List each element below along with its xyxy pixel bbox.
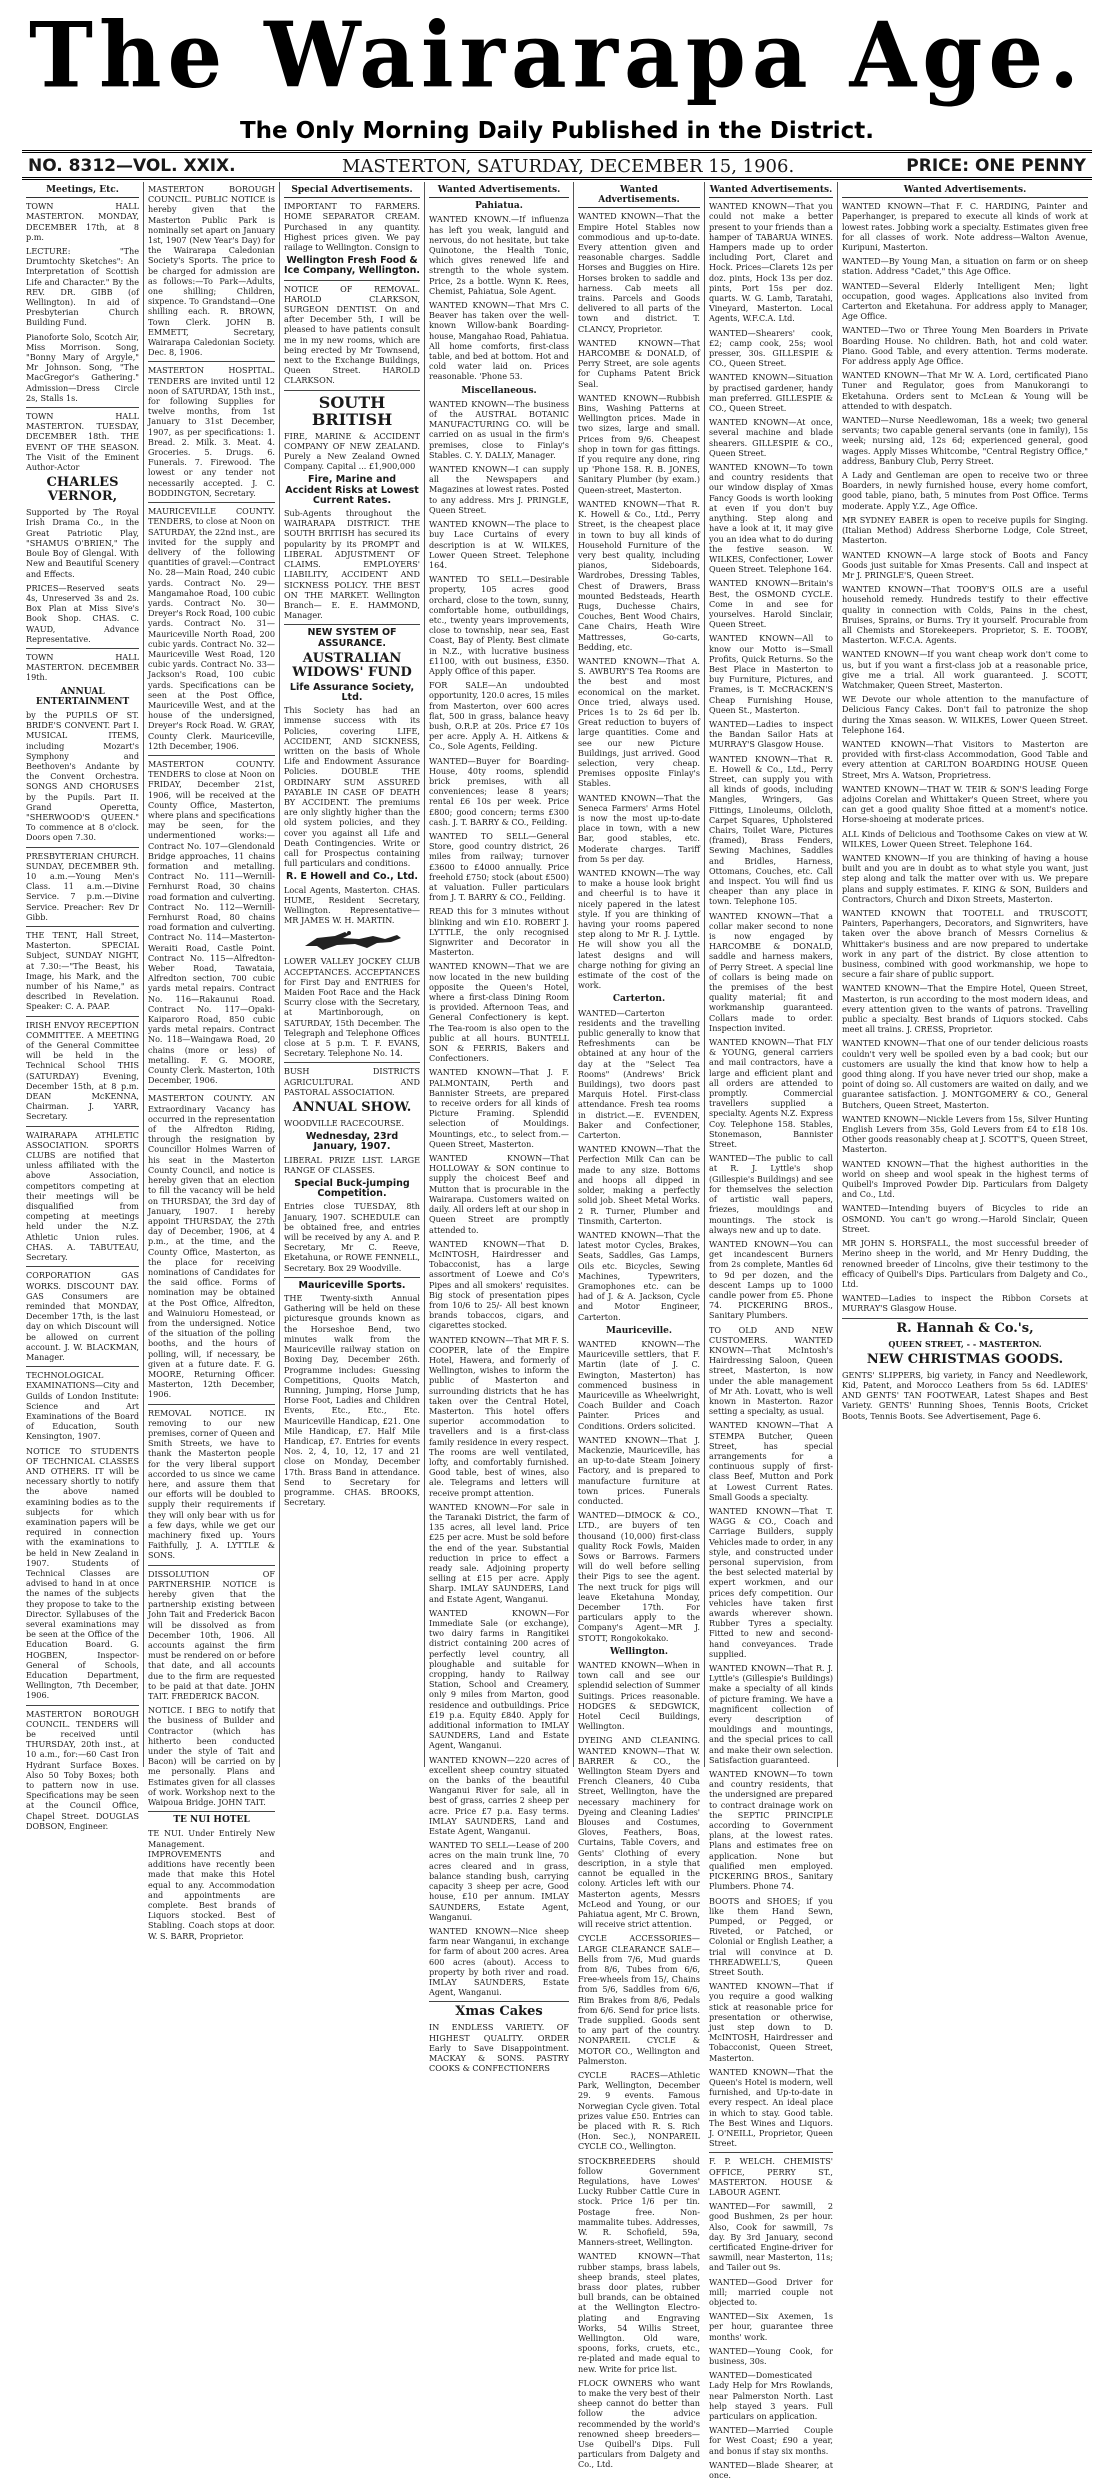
divider xyxy=(709,2152,833,2153)
ad-item: WANTED—For sawmill, 2 good Bushmen, 2s per hour. Also, Cook for sawmill, 7s day. By 3rd January, second certificated Engine-driver for sawmill, near Masterton, 11s; and Tailer out 9s. xyxy=(709,2201,833,2273)
divider xyxy=(148,1404,275,1405)
ad-item: WANTED KNOWN—Britain's Best, the OSMOND CYCLE. Come in and see for yourselves. Harold Sinclair, Queen Street. xyxy=(709,578,833,630)
ad-item: WANTED—The public to call at R. J. Lyttle's shop (Gillespie's Buildings) and see for themselves the selection of artistic wall papers, friezes, mouldings and mountings. The stock is always new and up to date. xyxy=(709,1153,833,1235)
section-heading: Wanted Advertisements. xyxy=(429,185,569,198)
ad-agents: Local Agents, Masterton. CHAS. HUME, Resident Secretary, Wellington. Representative— MR JAMES W. H. MARTIN. xyxy=(284,884,420,926)
ad-item: WANTED KNOWN—That the Empire Hotel Stables now commodious and up-to-date. Every attention given and reasonable charges. Saddle Horses and Buggies on Hire. Horses broken to saddle and harness. Cab meets all trains. Parcels and Goods delivered to all parts of the town and district. T. CLANCY, Proprietor. xyxy=(578,211,700,334)
ad-xmas-cakes: IN ENDLESS VARIETY. OF HIGHEST QUALITY. ORDER Early to Save Disappointment. MACKAY & SONS. PASTRY COOKS & CONFECTIONERS xyxy=(429,2022,569,2074)
ad-item: WANTED KNOWN—The place to buy Lace Curtains of every description is at W. WILKES, Lower Queen Street. Telephone 164. xyxy=(429,519,569,570)
ad-item: WANTED KNOWN.—If influenza has left you weak, languid and nervous, do not hesitate, but take Quinotone, the Health Tonic, which gives renewed life and strength to the whole system. Price, 2s a bottle. Wynn K. Rees, Chemist, Pahiatua, Sole Agent. xyxy=(429,214,569,296)
ad-item: WANTED KNOWN that TOOTELL and TRUSCOTT, Painters, Paperhangers, Decorators, and Signwriters, have taken over the above branch of Messrs Cornelius & Whittaker's business and are now prepared to undertake work in any part of the district. By close attention to business, combined with good workmanship, we hope to secure a fair share of public support. xyxy=(842,908,1088,980)
ad-item: WANTED KNOWN—That A STEMPA Butcher, Queen Street, has special arrangements for a continuous supply of first-class Beef, Mutton and Pork at Lowest Current Rates. Small Goods a specialty. xyxy=(709,1420,833,1502)
subsection-miscellaneous: Miscellaneous. xyxy=(461,385,537,396)
notice-hotel: TE NUI. Under Entirely New Management. IMPROVEMENTS and additions have recently been made that make this Hotel equal to any. Accommodation and appointments are complete. Best brands of Liquors stocked. Best of Stabling. Coach stops at door. W. S. BARR, Proprietor. xyxy=(148,1828,275,1941)
notice-county-tenders: MASTERTON COUNTY. TENDERS to close at Noon on FRIDAY, December 21st, 1906, will be received at the County Office, Masterton, where plans and specifications may be seen, for the undermentioned works:—Contract No. 107—Glendonald Bridge approaches, 11 chains formation and metalling. Contract No. 111—Wernill-Fernhurst Road, 30 chains road formation and culverting. Contract No. 112—Wernill-Fernhurst Road, 80 chains road formation and culverting. Contract No. 114—Masterton-Weraiti Road, Castle Point. Contract No. 115—Alfredton-Weber Road, Tawataia, Alfredton section, 700 cubic yards metal repairs. Contract No. 116—Rakaunui Road. Contract No. 117—Opaki-Kaiparoro Road, 850 cubic yards metal repairs. Contract No. 118—Waingawa Road, 20 chains (more or less) of metalling. F. G. MOORE, County Clerk. Masterton, 10th December, 1906. xyxy=(148,758,275,1086)
notice-play: Supported by The Royal Irish Drama Co., in the Great Patriotic Play, "SHAMUS O'BRIEN," The Boule Boy of Glengal. With New and Beautiful Scenery and Effects. xyxy=(26,507,139,579)
section-heading: Wanted Advertisements. xyxy=(842,185,1088,198)
ad-insurance: FIRE, MARINE & ACCIDENT COMPANY OF NEW ZEALAND. Purely a New Zealand Owned Company. Capital ... £1,900,000 xyxy=(284,430,420,472)
column-6 xyxy=(704,182,837,2480)
ad-item: WANTED KNOWN—All to know our Motto is—Small Profits, Quick Returns. So the Best Place in Masterton to buy Furniture, Pictures, and Frames, is T. McCRACKEN'S Cheap Furnishing House, Queen St., Masterton. xyxy=(709,633,833,715)
ad-cream: IMPORTANT TO FARMERS. HOME SEPARATOR CREAM. Purchased in any quantity. Highest prices given. We pay railage to Wellington. Consign to xyxy=(284,201,420,253)
newspaper-subtitle: The Only Morning Daily Published in the District. xyxy=(239,118,875,144)
notice-gas-works: CORPORATION GAS WORKS. DISCOUNT DAY. GAS Consumers are reminded that MONDAY, December 17th, is the last day on which Discount will be allowed on current account. J. W. BLACKMAN, Manager. xyxy=(26,1270,139,1362)
notice-park: MASTERTON BOROUGH COUNCIL. PUBLIC NOTICE is hereby given that the Masterton Public Park is nominally set apart on January 1st, 1907 (New Year's Day) for the Wairarapa Caledonian Society's Sports. The price to be charged for admission are as follows:—To Park—Adults, one shilling; Children, sixpence. To Grandstand—One shilling each. R. BROWN, Town Clerk. JOHN B. EMMETT, Secretary, Wairarapa Caledonian Society. Dec. 8, 1906. xyxy=(148,184,275,358)
ad-item: BOOTS and SHOES; if you like them Hand Sewn, Pumped, or Pegged, or Riveted, or Patched, or Colonial or English Leather, a trial will convince at D. THREADWELL'S, Queen Street South. xyxy=(709,1895,833,1977)
issue-date: MASTERTON, SATURDAY, DECEMBER 15, 1906. xyxy=(342,156,795,177)
ad-item: WANTED KNOWN—THAT W. TEIR & SON'S leading Forge adjoins Corelan and Whittaker's Queen Street, where you can get a good quality Shoe fitted at a moment's notice. Horse-shoeing at moderate prices. xyxy=(842,783,1088,825)
show-venue: WOODVILLE RACECOURSE. xyxy=(284,1118,405,1129)
notice-dissolution: DISSOLUTION OF PARTNERSHIP. NOTICE is hereby given that the partnership existing between John Tait and Frederick Bacon will be dissolved as from December 10th, 1906. All accounts against the firm must be rendered on or before that date, and all accounts due to the firm are requested to be paid at that date. JOHN TAIT. FREDERICK BACON. xyxy=(148,1568,275,1702)
agent-name: R. E Howell and Co., Ltd. xyxy=(285,871,419,883)
ad-item: WANTED KNOWN—That FLY & YOUNG, general carriers and mail contractors, have a large and efficient plant and all orders are attended to promptly. Commercial travellers supplied a specialty. Agents N.Z. Express Coy. Telephone 158. Stables, Stonemason, Bannister Street. xyxy=(709,1037,833,1150)
ad-item: WANTED KNOWN—If you want cheap work don't come to us, but if you want a first-class job at a reasonable price, give me a trial. All work guaranteed. J. SCOTT, Watchmaker, Queen Street, Masterton. xyxy=(842,649,1088,690)
ad-item: WANTED—Several Elderly Intelligent Men; light occupation, good wages. Applications also invited from Carterton and Eketahuna. For address apply to Manager, Age Office. xyxy=(842,280,1088,322)
society-name: Life Assurance Society, Ltd. xyxy=(289,681,415,703)
newspaper-title: The Wairarapa Age. xyxy=(28,2,1086,109)
christmas-goods-heading: NEW CHRISTMAS GOODS. xyxy=(866,1351,1064,1367)
ad-item: WANTED KNOWN—That the highest authorities in the world on sheep and wool speak in the highest terms of Quibell's Improved Powder Dip. Particulars from Dalgety and Co., Ltd. xyxy=(842,1158,1088,1200)
ad-item: STOCKBREEDERS should follow Government Regulations, have Lowes' Lucky Rubber Cattle Cure in stock. Price 1/6 per tin. Postage free. Non-mammalite tubes. Addresses, W. R. Schofield, 59a, Manners-street, Wellington. xyxy=(578,2155,700,2248)
show-heading: ANNUAL SHOW. xyxy=(292,1100,412,1116)
column-3 xyxy=(279,182,424,1767)
ad-item: TO OLD AND NEW CUSTOMERS. WANTED KNOWN—That McIntosh's Hairdressing Saloon, Queen street, Masterton, is now under the able management of Mr Ath. Lovatt, who is well known in Masterton. Razor setting a specialty, as usual. xyxy=(709,1324,833,1417)
ad-item: WANTED KNOWN—That TOOBY'S OILS are a useful household remedy. Hundreds testify to their effective quality in connection with Colds, Pains in the chest, Bruises, Sprains, or Burns. Try it yourself. Procurable from all Chemists and Storekeepers. Proprietor, S. E. TOOBY, Masterton. W.F.C.A. Agents. xyxy=(842,584,1088,646)
insurance-heading: SOUTH BRITISH xyxy=(311,392,393,429)
subsection-wellington: Wellington. xyxy=(609,1646,669,1657)
notice-students: NOTICE TO STUDENTS OF TECHNICAL CLASSES AND OTHERS. IT will be necessary shortly to notify the above named examining bodies as to the subjects for which examination papers will be required in connection with the examinations to be held in New Zealand in 1907. Students of Technical Classes are advised to hand in at once the names of the subjects they propose to take to the Director. Syllabuses of the several examinations may be seen at the Office of the Education Board. G. HOGBEN, Inspector-General of Schools, Education Department, Wellington, 7th December, 1906. xyxy=(26,1445,139,1701)
notice-irish-envoy: IRISH ENVOY RECEPTION COMMITTEE. A MEETING of the General Committee will be held in the Technical School THIS (SATURDAY) Evening, December 15th, at 8 p.m. DEAN McKENNA, Chairman. J. YARR, Secretary. xyxy=(26,1019,139,1122)
divider xyxy=(148,361,275,362)
divider xyxy=(284,280,420,281)
widows-fund-heading: AUSTRALIAN WIDOWS' FUND xyxy=(292,650,412,680)
entertainment-heading: ANNUAL ENTERTAINMENT xyxy=(35,686,130,707)
ad-item: WANTED KNOWN—The business of the AUSTRAL BOTANIC MANUFACTURING CO. will be carried on as usual in the firm's premises, close to Finlay's Stables. C. Y. DALLY, Manager. xyxy=(429,398,569,460)
ad-item: WANTED—DIMOCK & CO., LTD., are buyers of ten thousand (10,000) first-class quality Rock Fowls, Maiden Sows or Barrows. Farmers will do well before selling their Pigs to see the agent. The next truck for pigs will leave Eketahuna Monday, December 17th. For particulars apply to the Company's Agent—MR J. STOTT, Rongokokako. xyxy=(578,1510,700,1643)
divider xyxy=(26,407,139,408)
divider xyxy=(26,648,139,649)
ad-item: WANTED KNOWN—To town and country residents that our window display of Xmas Fancy Goods is worth looking at even if you don't buy anything. Step along and have a look at it, it may give you an idea what to do during the festive season. W. WILKES, Confectioner, Lower Queen Street. Telephone 164. xyxy=(709,462,833,575)
divider xyxy=(284,1062,420,1063)
divider xyxy=(148,1565,275,1566)
ad-item: WANTED KNOWN—That a collar maker second to none is now engaged by HARCOMBE & DONALD, saddle and harness makers, of Perry Street. A special line of collars is being made on the premises of the best quality material; fit and workmanship guaranteed. Collars made to order. Inspection invited. xyxy=(709,910,833,1033)
performer-name: CHARLES VERNOR, xyxy=(46,475,119,505)
ad-item: WANTED—Carterton residents and the travelling public generally to know that Refreshments can be obtained at any hour of the day at the "Select Tea Rooms" (Andrews' Brick Buildings), two doors past Marquis Hotel. First-class attendance. Fresh tea rooms in district.—E. EVENDEN, Baker and Confectioner, Carterton. xyxy=(578,1007,700,1141)
show-special: Special Buck-jumping Competition. xyxy=(294,1178,410,1200)
ad-item: WANTED KNOWN—That the Perfection Milk Can can be made to any size. Bottoms and hoops all dipped in solder, making a perfectly solid job. Sheet Metal Works. 2 R. Turner, Plumber and Tinsmith, Carterton. xyxy=(578,1144,700,1226)
ad-item: WANTED—Nurse Needlewoman, 18s a week; two general servants; two capable general servants (one in family), 15s week; nursing aid, 12s 6d; experienced general, good wages. Apply Misses Whitcombe, "Central Registry Office," address, Banbury Club, Perry Street. xyxy=(842,415,1088,466)
section-heading: Wanted Advertisements. xyxy=(578,185,700,208)
ad-assurance: This Society has had an immense success with its Policies, covering LIFE, ACCIDENT, AND SICKNESS, written on the basis of Whole Life and Endowment Assurance Policies. DOUBLE THE ORDINARY SUM ASSURED PAYABLE IN CASE OF DEATH BY ACCIDENT. The premiums are only slightly higher than the old system policies, and they cover you against all Life and Death Contingencies. Write or call for Prospectus containing full particulars and conditions. xyxy=(284,705,420,869)
ad-item: WANTED KNOWN—That the latest motor Cycles, Brakes, Seats, Saddles, Gas Lamps, Oils etc. Bicycles, Sewing Machines, Typewriters, Gramophones etc. can be had of J. & A. Jackson, Cycle and Motor Engineer, Carterton. xyxy=(578,1229,700,1322)
notice-athletic: WAIRARAPA ATHLETIC ASSOCIATION. SPORTS CLUBS are notified that unless affiliated with the above Association, competitors competing at their meetings will be disqualified from competing at meetings held under the N.Z. Athletic Union rules. CHAS. A. TABUTEAU, Secretary. xyxy=(26,1129,139,1263)
ad-item: WANTED—Intending buyers of Bicycles to ride an OSMOND. You can't go wrong.—Harold Sinclair, Queen Street. xyxy=(842,1203,1088,1234)
show-date: Wednesday, 23rd January, 1907. xyxy=(305,1131,399,1153)
ad-agricultural: BUSH DISTRICTS AGRICULTURAL AND PASTORAL ASSOCIATION. xyxy=(284,1066,420,1097)
divider xyxy=(26,1016,139,1017)
show-prizes: LIBERAL PRIZE LIST. LARGE RANGE OF CLASSES. xyxy=(284,1154,420,1175)
ad-item: WANTED TO SELL—General Store, good country district, 26 miles from railway; turnover £3600 to £4000 annually. Price freehold £750; stock (about £500) at valuation. Fuller particulars from J. T. BARRY & CO., Feilding. xyxy=(429,830,569,903)
notice-town-hall-2: TOWN HALL MASTERTON. DECEMBER 19th. xyxy=(26,651,139,683)
ad-item: WANTED KNOWN—Nickle Levers from 15s, Silver Hunting English Levers from 35s, Gold Levers from £4 to £18 10s. Other goods reasonably cheap at J. SCOTT'S, Queen Street, Masterton. xyxy=(842,1113,1088,1155)
column-5 xyxy=(573,182,704,2470)
divider xyxy=(26,847,139,848)
ad-item: WANTED KNOWN—That J. Mackenzie, Mauriceville, has an up-to-date Steam Joinery Factory, and is prepared to manufacture furniture at town prices. Funerals conducted. xyxy=(578,1434,700,1506)
ad-item: WANTED TO SELL—Desirable property, 105 acres good orchard, close to the town, sunny, comfortable home, outbuildings, etc., twenty years improvements, close to township, near sea, East Coast, Bay of Plenty. Best climate in N.Z., with lucrative business £1100, with out business, £350. Apply Office of this paper. xyxy=(429,574,569,676)
racehorse-icon xyxy=(297,930,407,952)
ad-dentist: NOTICE OF REMOVAL. HAROLD CLARKSON, SURGEON DENTIST. On and after December 5th, I will be pleased to have patients consult me in my new rooms, which are being erected by Mr Townsend, next to the Exchange Buildings, Queen Street. HAROLD CLARKSON. xyxy=(284,283,420,386)
subsection-carterton: Carterton. xyxy=(612,994,666,1005)
notice-town-hall: TOWN HALL MASTERTON. MONDAY, DECEMBER 17th, at 8 p.m. xyxy=(26,201,139,242)
notice-convent: by the PUPILS OF ST. BRIDE'S CONVENT. Part I. MUSICAL ITEMS, including Mozart's Symphony and Beethoven's Andante by the Convent Orchestra. SONGS AND CHORUSES by the Pupils. Part II. Grand Operetta, "SHERWOOD'S QUEEN." To commence at 8 o'clock. Doors open 7.30. xyxy=(26,709,139,843)
section-heading: Meetings, Etc. xyxy=(26,185,139,198)
ad-item: FOR SALE—An undoubted opportunity, 120.0 acres, 15 miles from Masterton, over 600 acres flat, 500 in grass, balance heavy bush, O.R.P. at 20s. Price £7 10s per acre. Apply A. H. Aitkens & Co., Sole Agents, Feilding. xyxy=(429,680,569,752)
hotel-heading: TE NUI HOTEL xyxy=(173,1815,250,1826)
notice-event: TOWN HALL MASTERTON. TUESDAY, DECEMBER 18th. THE EVENT OF THE SEASON. The Visit of the Eminent Author-Actor xyxy=(26,411,139,473)
ad-sports: THE Twenty-sixth Annual Gathering will be held on these picturesque grounds known as the Horseshoe Bend, two minutes walk from the Mauriceville railway station on Boxing Day, December 26th. Programme includes: Guessing Competitions, Quoits Match, Running, Jumping, Horse Jump, Horse Foot, Ladies and Children Events, Etc., Etc., Etc. Mauriceville Handicap, £21. One Mile Handicap, £7. Half Mile Handicap, £7. Entries for events Nos. 2, 4, 10, 12, 17 and 21 close on Monday, December 17th. Brass Band in attendance. Send to Secretary for programme. CHAS. BROOKS, Secretary. xyxy=(284,1293,420,1508)
column-7 xyxy=(837,182,1092,1767)
ad-item: CYCLE ACCESSORIES—LARGE CLEARANCE SALE—Bells from 7/6, Mud guards from 8/6, Tubes from 6/6, Free-wheels from 15/, Chains from 5/6, Saddles from 6/6, Rim Brakes from 8/6, Pedals from 6/6. Send for price lists. Trade supplied. Goods sent to any part of the country. NONPAREIL CYCLE & MOTOR CO., Wellington and Palmerston. xyxy=(578,1933,700,2066)
show-entries: Entries close TUESDAY, 8th January, 1907. SCHEDULE can be obtained free, and entries will be received by any A. and P. Secretary, Mr C. Reeve, Eketahuna, or ROWE FENNELL, Secretary. Box 29 Woodville. xyxy=(284,1201,420,1273)
notice-removal: REMOVAL NOTICE. IN removing to our new premises, corner of Queen and Smith Streets, we have to thank the Masterton people for the very liberal support accorded to us since we came here, and assure them that our efforts will be doubled to supply their requirements if they will only bear with us for a few days, while we get our machinery fixed up. Yours Faithfully, J. A. LYTTLE & SONS. xyxy=(148,1407,275,1561)
divider xyxy=(26,1705,139,1706)
ad-item: WANTED KNOWN—That HARCOMBE & DONALD, of Perry Street, are sole agents for Cuphams Patent Brick Seal. xyxy=(578,337,700,389)
ad-item: WANTED KNOWN—Rubbish Bins, Washing Patterns at Wellington prices. Made in two sizes, large and small. Prices from 9/6. Cheapest shop in town for gas fittings. If you require any done, ring up 'Phone 158. R. B. JONES, Sanitary Plumber (by exam.) Queen-street, Masterton. xyxy=(578,392,700,495)
ad-item: WANTED KNOWN—That Mrs C. Beaver has taken over the well-known Willow-bank Boarding-house, Mangahao Road, Pahiatua. All home comforts, first-class table, and bed at bottom. Hot and cold water laid on. Prices reasonable. 'Phone 53. xyxy=(429,300,569,382)
ad-item: WANTED KNOWN—220 acres of excellent sheep country situated on the banks of the beautiful Wanganui River for sale, all in best of grass, carries 2 sheep per acre. Price £7 p.a. Easy terms. IMLAY SAUNDERS, Land and Estate Agent, Wanganui. xyxy=(429,1754,569,1837)
notice-lecture: LECTURE: "The Drumtochty Sketches": An Interpretation of Scottish Life and Character." By the REV. DR. GIBB (of Wellington). In aid of Presbyterian Church Building Fund. xyxy=(26,246,139,328)
divider xyxy=(26,1126,139,1127)
notice-programme: Pianoforte Solo, Scotch Air, Miss Morrison. Song, "Bonny Mary of Argyle," Mr Johnson. Song, "The MacGregor's Gathering." Admission—Dress Circle 2s, Stalls 1s. xyxy=(26,331,139,403)
ad-item: WANTED KNOWN—I can supply all the Newspapers and Magazines at lowest rates. Posted to any address. Mrs J. PRINGLE, Queen Street. xyxy=(429,464,569,515)
divider xyxy=(842,1318,1088,1319)
ad-item: CYCLE RACES—Athletic Park, Wellington, December 29. 9 events. Famous Norwegian Cycle given. Total prizes value £50. Entries can be placed with R. S. Rich (Hon. Sec.), NONPAREIL CYCLE CO., Wellington. xyxy=(578,2069,700,2152)
ad-item: WANTED—Married Couple for West Coast; £90 a year, and bonus if stay six months. xyxy=(709,2425,833,2456)
ad-item: DYEING AND CLEANING. WANTED KNOWN—That W. BARRER & CO., the Wellington Steam Dyers and French Cleaners, 40 Cuba Street, Wellington, have the necessary machinery for Dyeing and Cleaning Ladies' Blouses and Costumes, Gloves, Feathers, Boas, Curtains, Table Covers, and Gents' Clothing of every description, in a style that cannot be equalled in the colony. Articles left with our Masterton agents, Messrs McLeod and Young, or our Pahiatua agent, Mr C. Brown, will receive strict attention. xyxy=(578,1735,700,1930)
notice-tent: THE TENT, Hall Street, Masterton. SPECIAL Subject, SUNDAY NIGHT, at 7.30:—"The Beast, his Image, his Mark, and the number of his Name," as described in Revelation. Speaker: C. A. PAAP. xyxy=(26,930,139,1012)
racehorse-illustration xyxy=(284,929,420,953)
issue-number: NO. 8312—VOL. XXIX. xyxy=(28,156,236,176)
ad-item: A Lady and Gentleman are open to receive two or three Boarders, in newly furnished house, every home comfort, good table, piano, bath, 5 minutes from Post Office. Terms moderate. Apply Y.Z., Age Office. xyxy=(842,470,1088,511)
subsection-mauriceville: Mauriceville. xyxy=(605,1325,673,1336)
notice-borough-tenders: MASTERTON BOROUGH COUNCIL. TENDERS will be received until THURSDAY, 20th inst., at 10 a.m., for:—60 Cast Iron Hydrant Surface Boxes. Also 50 Toby Boxes; both to pattern now in use. Specifications may be seen at the Council Office, Chapel Street. DOUGLAS DOBSON, Engineer. xyxy=(26,1708,139,1831)
dateline-bar xyxy=(22,150,1092,180)
divider xyxy=(284,1277,420,1278)
notice-county-election: MASTERTON COUNTY. AN Extraordinary Vacancy has occurred in the representation of the Alfredton Riding, through the resignation by Councillor Holmes Warren of his seat in the Masterton County Council, and notice is hereby given that an election to fill the vacancy will be held on THURSDAY, the 3rd day of January, 1907. I hereby appoint THURSDAY, the 27th day of December, 1906, at 4 p.m., at the time, and the County Office, Masterton, as the place for receiving nominations of Candidates for the said office. Forms of nomination may be obtained at the Post Office, Alfredton, and Wainuioru Homestead, or from the undersigned. Notice of the situation of the polling booths, and the hours of polling, will, if necessary, be given at a future date. F. G. MOORE, Returning Officer. Masterton, 12th December, 1906. xyxy=(148,1093,275,1400)
ad-item: WANTED—Two or Three Young Men Boarders in Private Boarding House. No children. Bath, hot and cold water. Piano. Good Table, and every attention. Terms moderate. For address apply Age Office. xyxy=(842,325,1088,367)
ad-item: WANTED—Buyer for Boarding-House, 40ty rooms, splendid brick premises, with all conveniences; lease 8 years; rental £6 10s per week. Price £800; good concern; terms £300 cash. J. T. BARRY & CO., Feilding. xyxy=(429,755,569,827)
hannah-heading: R. Hannah & Co.'s, xyxy=(896,1320,1034,1336)
ad-item: WANTED KNOWN—That F. C. HARDING, Painter and Paperhanger, is prepared to execute all kinds of work at lowest rates. Jobbing work a specialty. Estimates given free for all classes of work. Note address—Walton Avenue, Kuripuni, Masterton. xyxy=(842,201,1088,253)
ad-item: FLOCK OWNERS who want to make the very best of their sheep cannot do better than follow the advice recommended by the world's renowned sheep breeders—Use Quibell's Dips. Full particulars from Dalgety and Co., Ltd. xyxy=(578,2377,700,2470)
issue-price: PRICE: ONE PENNY xyxy=(906,156,1086,176)
divider xyxy=(148,1811,275,1812)
ad-item: WANTED—Young Cook, for business, 30s. xyxy=(709,2345,833,2367)
ad-item: WANTED KNOWN—That D. McINTOSH, Hairdresser and Tobacconist, has a large assortment of Loewe and Co's Pipes and all smokers' requisites. Big stock of presentation pipes from 10/6 to 25/- All best known brands tobaccos, cigars, and cigarettes stocked. xyxy=(429,1238,569,1331)
ad-item: WANTED KNOWN—That Mr W. A. Lord, certificated Piano Tuner and Regulator, goes from Manukorangi to Eketahuna. Orders sent to McLean & Young will be attended to with despatch. xyxy=(842,370,1088,411)
notice-hospital: MASTERTON HOSPITAL. TENDERS are invited until 12 noon of SATURDAY, 15th inst., for following Supplies for twelve months, from 1st January to 31st December, 1907, as per specifications: 1. Bread. 2. Milk. 3. Meat. 4. Groceries. 5. Drugs. 6. Funerals. 7. Firewood. The lowest or any tender not necessarily accepted. J. C. BODDINGTON, Secretary. xyxy=(148,365,275,498)
notice-mauriceville-tenders: MAURICEVILLE COUNTY. TENDERS, to close at Noon on SATURDAY, the 22nd inst., are invited for the supply and delivery of the following quantities of gravel:—Contract No. 28—Main Road, 240 cubic yards. Contract No. 29—Mangamahoe Road, 100 cubic yards. Contract No. 30—Dreyer's Rock Road, 100 cubic yards. Contract No. 31—Mauriceville North Road, 200 cubic yards. Contract No. 32—Mauriceville West Road, 120 cubic yards. Contract No. 33—Jackson's Road, 100 cubic yards. Specifications can be seen at the Post Office, Mauriceville West, and at the house of the undersigned, Dreyer's Rock Road. W. GRAY, County Clerk. Mauriceville, 12th December, 1906. xyxy=(148,506,275,751)
ad-item: WANTED KNOWN—That the Empire Hotel, Queen Street, Masterton, is run according to the most modern ideas, and every attention given to the wants of patrons. Travelling public a specialty. Best brands of Liquors stocked. Cabs meet all trains. J. CRESS, Proprietor. xyxy=(842,983,1088,1035)
section-heading: Wanted Advertisements. xyxy=(709,185,833,198)
ad-item: WANTED KNOWN—That T. WAGG & CO., Coach and Carriage Builders, supply Vehicles made to order, in any style, and constructed under personal supervision, from the best selected material by expert workmen, and our prices defy competition. Our vehicles have taken first awards wherever shown. Rubber Tyres a specialty. Fitted to new and second-hand conveyances. Trade supplied. xyxy=(709,1505,833,1659)
ad-item: WANTED KNOWN—The Mauriceville settlers, that F. Martin (late of J. C. Ewington, Masterton) has commenced business in Mauriceville as Wheelwright, Coach Builder and Coach Painter. Prices and Conditions. Orders solicited. xyxy=(578,1338,700,1431)
subsection-pahiatua: Pahiatua. xyxy=(475,201,523,212)
ad-item: WANTED—Six Axemen, 1s per hour, guarantee three months' work. xyxy=(709,2311,833,2342)
notice-church: PRESBYTERIAN CHURCH. SUNDAY, DECEMBER 9th. 10 a.m.—Young Men's Class. 11 a.m.—Divine Service. 7 p.m.—Divine Service. Preacher: Rev Dr Gibb. xyxy=(26,850,139,922)
ad-item: WANTED KNOWN—When in town call and see our splendid selection of Summer Suitings. Prices reasonable. HODGES & SEDGWICK, Hotel Cecil Buildings, Wellington. xyxy=(578,1660,701,1732)
ad-item: WANTED—By Young Man, a situation on farm or on sheep station. Address "Cadet," this Age Office. xyxy=(842,256,1088,277)
assurance-heading: NEW SYSTEM OF ASSURANCE. xyxy=(307,627,397,649)
ad-item: WANTED—Good Driver for mill; married couple not objected to. xyxy=(709,2276,833,2308)
column-1 xyxy=(22,182,143,1831)
ad-item: WANTED—Ladies to inspect the Bandan Sailor Hats at MURRAY'S Glasgow House. xyxy=(709,718,833,750)
ad-item: WANTED KNOWN—That we are now located in the new building opposite the Queen's Hotel, where a first-class Dining Room is provided. Afternoon Teas, and General Confectionery is kept. The Tea-room is also open to the public at all hours. BUNTELL SON & FERRIS, Bakers and Confectioners. xyxy=(429,961,569,1064)
ad-insurance-details: Sub-Agents throughout the WAIRARAPA DISTRICT. THE SOUTH BRITISH has secured its popularity by its PROMPT and LIBERAL ADJUSTMENT OF CLAIMS. EMPLOYERS' LIABILITY, ACCIDENT AND SICKNESS POLICY. THE BEST ON THE MARKET. Wellington Branch— E. E. HAMMOND, Manager. xyxy=(284,508,420,621)
ad-item: WANTED KNOWN—For Immediate Sale (or exchange), two dairy farms in Rangitikei district containing 200 acres of perfectly level country, all ploughable and suitable for cropping, handy to Railway Station, School and Creamery, only 9 miles from Marton, good residence and outbuildings. Price £19 p.a. Equity £840. Apply for additional information to IMLAY SAUNDERS, Land and Estate Agent, Wanganui. xyxy=(429,1607,569,1751)
labour-agent: F. P. WELCH. CHEMISTS' OFFICE, PERRY ST., MASTERTON. HOUSE & LABOUR AGENT. xyxy=(709,2156,833,2197)
notice-builder: NOTICE. I BEG to notify that the business of Builder and Contractor (which has hitherto been conducted under the style of Tait and Bacon) will be carried on by me personally. Plans and Estimates given for all classes of work. Workshop next to the Waipoua Bridge. JOHN TAIT. xyxy=(148,1705,275,1808)
ad-item: WANTED KNOWN—That rubber stamps, brass labels, sheep brands, steel plates, brass door plates, rubber bull brands, can be obtained at the Wellington Electro-plating and Engraving Works, 54 Willis Street, Wellington. Old ware, spoons, forks, cruets, etc., re-plated and made equal to new. Write for price list. xyxy=(578,2251,700,2374)
ad-item: WANTED TO SELL—Lease of 200 acres on the main trunk line, 70 acres cleared and in grass, balance standing bush, carrying capacity 3 sheep per acre, Good house, £10 per annum. IMLAY SAUNDERS, Estate Agent, Wanganui. xyxy=(429,1840,569,1922)
ad-item: WANTED KNOWN—That J. F. PALMONTAIN, Perth and Bannister Streets, are prepared to receive orders for all kinds of Picture Framing. Splendid selection of Mouldings. Mountings, etc., to select from.—Queen Street, Masterton. xyxy=(429,1067,569,1149)
ad-item: WANTED KNOWN—You can get incandescent Burners from 2s complete, Mantles 6d to 9d per dozen, and the descent Lamps up to 1000 candle power from £5. Phone 74. PICKERING BROS., Sanitary Plumbers. xyxy=(709,1238,833,1321)
divider xyxy=(429,2001,569,2002)
ad-item: WE Devote our whole attention to the manufacture of Delicious Fancy Cakes. Don't fail to patronize the shop during the Xmas season. W. WILKES, Lower Queen Street. Telephone 164. xyxy=(842,694,1088,735)
ad-item: WANTED KNOWN—That MR F. S. COOPER, late of the Empire Hotel, Hawera, and formerly of Wellington, wishes to inform the public of Masterton and surrounding districts that he has taken over the Central Hotel, Masterton. This hotel offers superior accommodation to travellers and is a first-class family residence in every respect. The rooms are well ventilated, lofty, and comfortably furnished. Good table, best of wines, also ale. Telegrams and letters will receive prompt attention. xyxy=(429,1334,570,1498)
hannah-address: QUEEN STREET, - - MASTERTON. xyxy=(888,1338,1042,1349)
ad-item: WANTED KNOWN—For sale in the Taranaki District, the farm of 135 acres, all level land. Price £25 per acre. Must be sold before the end of the year. Substantial reduction in price to effect a ready sale. Adjoining property selling at £15 per acre. Apply Sharp. IMLAY SAUNDERS, Land and Estate Agent, Wanganui. xyxy=(429,1501,569,1604)
ad-item: WANTED KNOWN—Nice sheep farm near Wanganui, in exchange for farm of about 200 acres. Area 600 acres (about). Access to property by both river and road. IMLAY SAUNDERS, Estate Agent, Wanganui. xyxy=(429,1925,569,1998)
ad-item: WANTED KNOWN—That R. K. Howell & Co., Ltd., Perry Street, is the cheapest place in town to buy all kinds of Household Furniture of the very best quality, including pianos, Sideboards, Wardrobes, Dressing Tables, Chest of Drawers, Brass mounted Bedsteads, Hearth Rugs, Duchesse Chairs, Couches, Bent Wood Chairs, Cane Chairs, Heath Wire Mattresses, Go-carts, Bedding, etc. xyxy=(578,498,700,652)
ad-item: WANTED KNOWN—That the Seneca Farmers' Arms Hotel is now the most up-to-date place in town, with a new Bar, good stables, etc. Moderate charges. Tariff from 5s per day. xyxy=(578,792,700,864)
notice-exams: TECHNOLOGICAL EXAMINATIONS—City and Guilds of London Institute: Science and Art Examinations of the Board of Education, South Kensington, 1907. xyxy=(26,1370,139,1442)
ad-item: WANTED KNOWN—A large stock of Boots and Fancy Goods just suitable for Xmas Presents. Call and inspect at Mr J. PRINGLE'S, Queen Street. xyxy=(842,549,1088,580)
ad-item: WANTED KNOWN—At once, several machine and blade shearers. GILLESPIE & CO., Queen Street. xyxy=(709,417,833,458)
ad-item: MR JOHN S. HORSFALL, the most successful breeder of Merino sheep in the world, and Mr Henry Dudding, the renowned breeder of Lincolns, give their testimony to the efficacy of Quibell's Dips. Particulars from Dalgety and Co., Ltd. xyxy=(842,1238,1088,1289)
company-name: Wellington Fresh Food & Ice Company, Wellington. xyxy=(284,255,421,277)
xmas-cakes-heading: Xmas Cakes xyxy=(455,2004,543,2020)
ad-item: WANTED KNOWN—That R. J. Lyttle's (Gillespie's Buildings) make a specialty of all kinds of picture framing. We have a magnificent collection of every description of mouldings and mountings, and the special prices to call and make their own selection. Satisfaction guaranteed. xyxy=(709,1663,833,1765)
section-heading: Special Advertisements. xyxy=(284,185,420,198)
ad-item: WANTED KNOWN—That HOLLOWAY & SON continue to supply the choicest Beef and Mutton that is procurable in the Wairarapa. Customers waited on daily. All orders left at our shop in Queen Street are promptly attended to. xyxy=(429,1153,569,1235)
ad-item: WANTED KNOWN—That one of our tender delicious roasts couldn't very well be spoiled even by a bad cook; but our customers are usually the kind that know how to help a good thing along. If you have never tried our shop, make a point of doing so. All customers are waited on daily, and we guarantee satisfaction. J. MONTGOMERY & CO., General Butchers, Queen Street, Masterton. xyxy=(842,1038,1088,1110)
sports-heading: Mauriceville Sports. xyxy=(298,1279,406,1291)
ad-item: ALL Kinds of Delicious and Toothsome Cakes on view at W. WILKES, Lower Queen Street. Telephone 164. xyxy=(842,828,1088,849)
notice-prices: PRICES—Reserved seats 4s, Unreserved 3s and 2s. Box Plan at Miss Sive's Book Shop. CHAS. C. WAUD, Advance Representative. xyxy=(26,582,139,644)
ad-item: WANTED—Domesticated Lady Help for Mrs Rowlands, near Palmerston North. Last help stayed 3 years. Full particulars on application. xyxy=(709,2370,833,2422)
ad-item: WANTED KNOWN—To town and country residents, that the undersigned are prepared to contract drainage work on the SEPTIC PRINCIPLE according to Government plans, at the lowest rates. Plans and estimates free on application. None but qualified men employed. PICKERING BROS., Sanitary Plumbers. Phone 74. xyxy=(709,1769,833,1892)
ad-item: WANTED—Blade Shearer, at once. xyxy=(709,2459,833,2480)
divider xyxy=(26,1366,139,1367)
ad-item: WANTED KNOWN—Situation by practised gardener, handy man preferred. GILLESPIE & CO., Queen Street. xyxy=(709,372,833,414)
insurance-risks: Fire, Marine and Accident Risks at Lowest Current Rates. xyxy=(285,474,419,506)
column-2 xyxy=(143,182,279,1941)
ad-item: MR SYDNEY EABER is open to receive pupils for Singing. (Italian Method) Address Sherborne Lodge, Cole Street, Masterton. xyxy=(842,514,1088,546)
ad-item: WANTED—Shearers' cook, £2; camp cook, 25s; wool presser, 30s. GILLESPIE & CO., Queen Street. xyxy=(709,327,833,369)
masthead xyxy=(0,0,1114,150)
divider xyxy=(148,755,275,756)
ad-jockey-club: LOWER VALLEY JOCKEY CLUB ACCEPTANCES. ACCEPTANCES for First Day and ENTRIES for Maiden Foot Race and the Hack Scurry close with the Secretary, at Martinborough, on SATURDAY, 15th December. The Telegraph and Telephone Offices close at 5 p.m. T. F. EVANS, Secretary. Telephone No. 14. xyxy=(284,956,420,1059)
ad-item: WANTED KNOWN—That R. E. Howell & Co., Ltd., Perry Street, can supply you with all kinds of goods, including Mangles, Wringers, Gas Fittings, Linoleums, Oilcloth, Carpet Squares, Upholstered Chairs, Toilet Ware, Pictures (framed), Brass Fenders, Sewing Machines, Saddles and Bridles, Harness, Ottomans, Couches, etc. Call and inspect. You will find us cheaper than any place in town. Telephone 105. xyxy=(709,753,833,907)
ad-item: WANTED—Ladies to inspect the Ribbon Corsets at MURRAY'S Glasgow House. xyxy=(842,1293,1088,1314)
ad-item: WANTED KNOWN—That the Queen's Hotel is modern, well furnished, and Up-to-date in every respect. An ideal place in which to stay. Good table. The Best Wines and Liquors. J. O'NEILL, Proprietor, Queen Street. xyxy=(709,2066,833,2149)
ad-item: WANTED KNOWN—That A. S. AWBURY'S Tea Rooms are the best and most economical on the market. Once tried, always used. Prices 1s to 2s 6d per lb. Great reduction to buyers of large quantities. Come and see our new Picture Buildings, just arrived. Good selection, very cheap. Premises opposite Finlay's Stables. xyxy=(578,655,700,789)
divider xyxy=(284,390,420,391)
ad-item: WANTED KNOWN—That you could not make a better present to your friends than a hamper of TABARUA WINES. Hampers made up to order including Port, Claret and Hock. Prices—Clarets 12s per doz. pints, Hock 13s per doz. pints, Port 15s per doz. quarts. W. G. Lamb, Taratahi, Vineyard, Masterton. Local Agents, W.F.C.A. Ltd. xyxy=(709,201,833,324)
divider xyxy=(148,502,275,503)
ad-item: READ this for 3 minutes without blinking and win £10. ROBERT J. LYTTLE, the only recognised Signwriter and Decorator in Masterton. xyxy=(429,906,569,958)
divider xyxy=(26,926,139,927)
ad-hannah: GENTS' SLIPPERS, big variety, in Fancy and Needlework, Kid, Patent, and Morocco Leathers from 5s 6d. LADIES' AND GENTS' TAN FOOTWEAR, Latest Shapes and Best Variety. GENTS' Running Shoes, Tennis Boots, Cricket Boots, Tennis Boots. See Advertisement, Page 6. xyxy=(842,1369,1088,1421)
ad-item: WANTED KNOWN—If you are thinking of having a house built and you are in doubt as to what style you want, just step along and talk the matter over with us. We prepare plans and supply estimates. F. KING & SON, Builders and Contractors, Church and Dixon Streets, Masterton. xyxy=(842,852,1088,904)
column-4 xyxy=(424,182,573,2074)
ad-item: WANTED KNOWN—That if you require a good walking stick at reasonable price for presentation or otherwise, just step down to D. McINTOSH, Hairdresser and Tobacconist, Queen Street, Masterton. xyxy=(709,1981,833,2063)
ad-item: WANTED KNOWN—The way to make a house look bright and cheerful is to have it nicely papered in the latest style. If you are thinking of having your rooms papered step along to Mr R. J. Lyttle. He will show you all the latest designs and will charge nothing for giving an estimate of the cost of the work. xyxy=(578,868,700,991)
divider xyxy=(284,624,420,625)
divider xyxy=(148,1089,275,1090)
ad-item: WANTED KNOWN—That Visitors to Masterton are provided with first-class Accommodation, Good Table and every attention at CARLTON BOARDING HOUSE Queen Street, Mrs A. Watson, Proprietress. xyxy=(842,738,1088,780)
divider xyxy=(26,1266,139,1267)
